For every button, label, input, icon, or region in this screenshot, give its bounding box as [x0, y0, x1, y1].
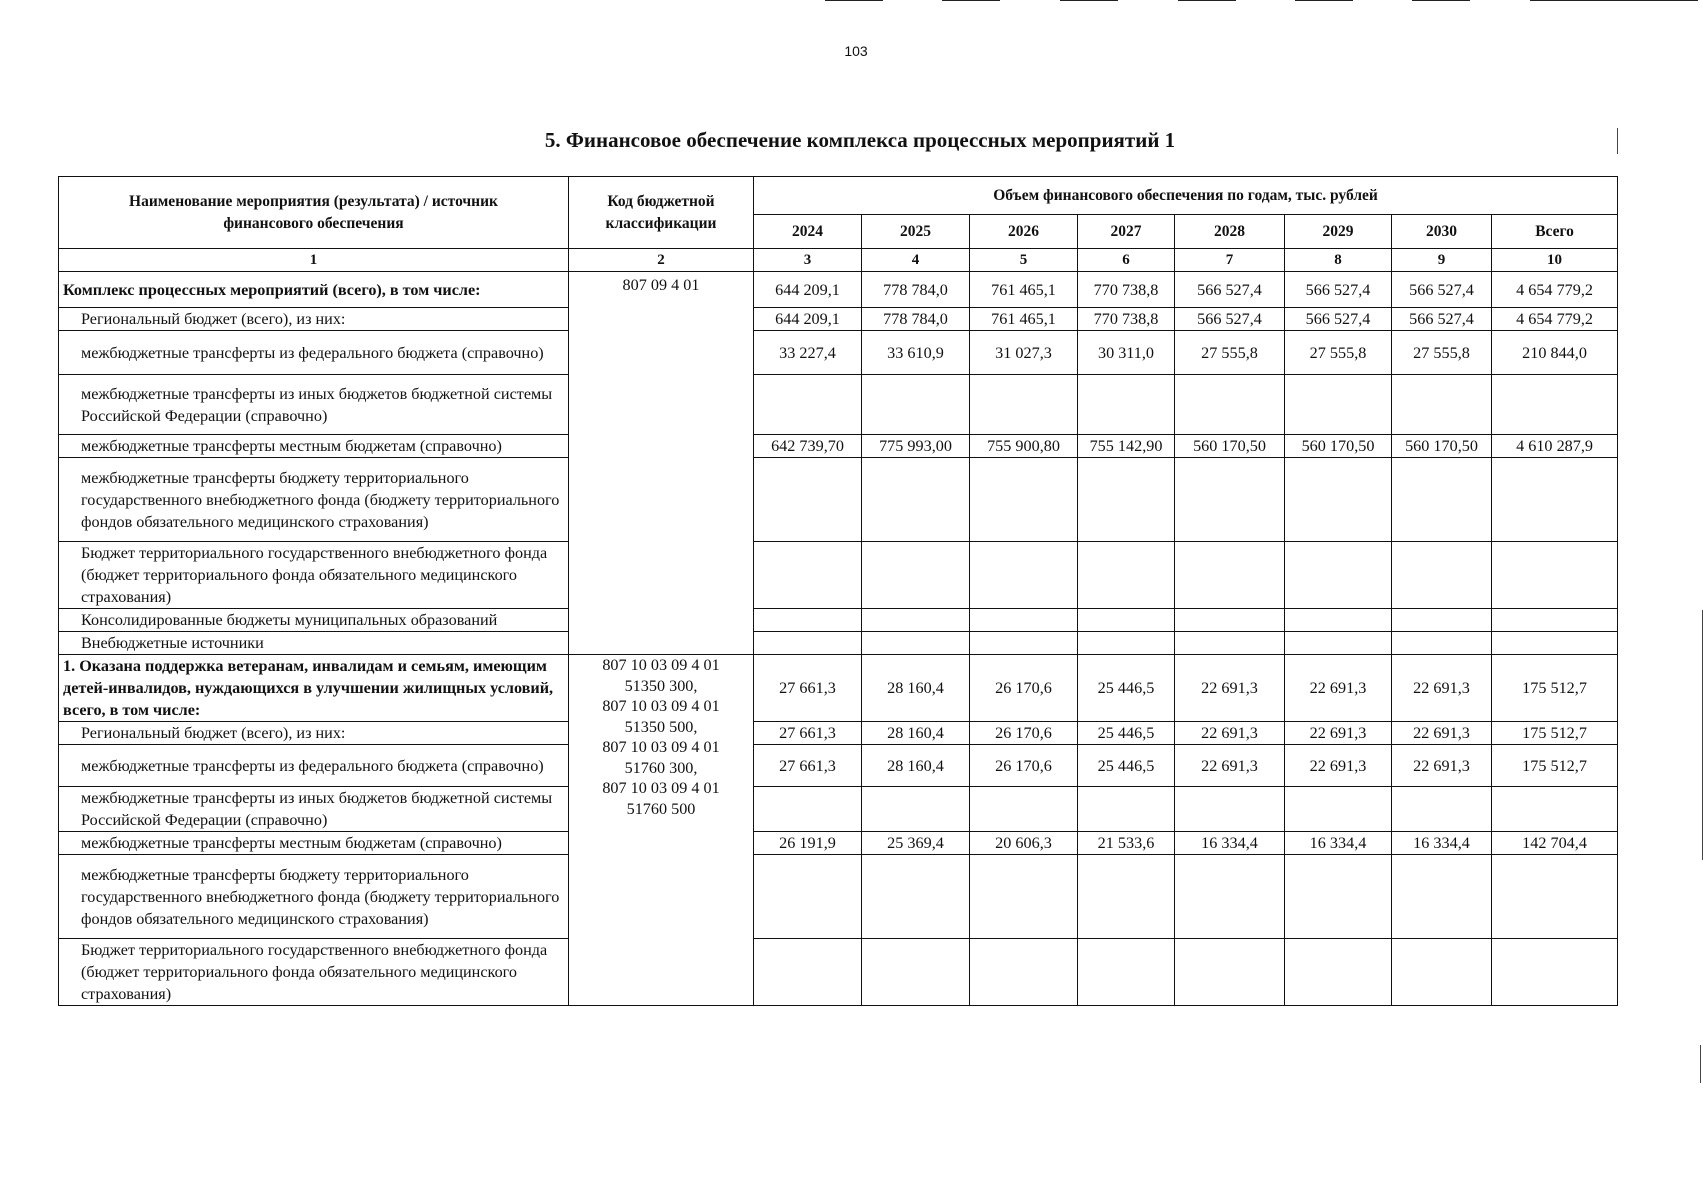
column-number-1: 2: [569, 249, 754, 272]
value-cell: 642 739,70: [754, 435, 862, 458]
value-cell: 175 512,7: [1492, 655, 1618, 722]
value-cell: 31 027,3: [970, 331, 1078, 375]
value-cell: 775 993,00: [862, 435, 970, 458]
value-cell: [1285, 375, 1392, 435]
value-cell: [1175, 375, 1285, 435]
value-cell: [862, 609, 970, 632]
value-cell: 27 555,8: [1285, 331, 1392, 375]
row-name: межбюджетные трансферты бюджету территориального государственного внебюджетного фонда (бюджету территориального фондов обязательного медицинского страхования): [59, 458, 569, 542]
table-row: [59, 331, 1618, 375]
value-cell: 33 610,9: [862, 331, 970, 375]
column-number-0: 1: [59, 249, 569, 272]
value-cell: [970, 787, 1078, 832]
value-cell: [970, 458, 1078, 542]
value-cell: 755 900,80: [970, 435, 1078, 458]
header-name-column: Наименование мероприятия (результата) / источник финансового обеспечения: [59, 177, 569, 249]
value-cell: [1078, 609, 1175, 632]
value-cell: [970, 375, 1078, 435]
value-cell: [1392, 787, 1492, 832]
value-cell: [1492, 542, 1618, 609]
value-cell: [1492, 855, 1618, 939]
value-cell: [1285, 939, 1392, 1006]
value-cell: [754, 632, 862, 655]
value-cell: [1175, 458, 1285, 542]
row-name: 1. Оказана поддержка ветеранам, инвалидам и семьям, имеющим детей-инвалидов, нуждающихся в улучшении жилищных условий, всего, в том числе:: [59, 655, 569, 722]
row-name: межбюджетные трансферты из иных бюджетов бюджетной системы Российской Федерации (справочно): [59, 375, 569, 435]
column-number-4: 5: [970, 249, 1078, 272]
value-cell: [1078, 458, 1175, 542]
table-row: [59, 435, 1618, 458]
value-cell: 25 369,4: [862, 832, 970, 855]
value-cell: [754, 939, 862, 1006]
header-year-0: 2024: [754, 215, 862, 249]
value-cell: 755 142,90: [1078, 435, 1175, 458]
header-year-5: 2029: [1285, 215, 1392, 249]
value-cell: [862, 542, 970, 609]
value-cell: 16 334,4: [1175, 832, 1285, 855]
table-row: [59, 787, 1618, 832]
value-cell: [1175, 855, 1285, 939]
value-cell: 28 160,4: [862, 722, 970, 745]
value-cell: [754, 787, 862, 832]
budget-code: 807 09 4 01: [622, 276, 700, 294]
row-name: Внебюджетные источники: [59, 632, 569, 655]
value-cell: 4 610 287,9: [1492, 435, 1618, 458]
value-cell: [970, 609, 1078, 632]
value-cell: [1078, 542, 1175, 609]
value-cell: 16 334,4: [1285, 832, 1392, 855]
value-cell: 22 691,3: [1392, 745, 1492, 787]
value-cell: [1392, 609, 1492, 632]
value-cell: 21 533,6: [1078, 832, 1175, 855]
value-cell: [1175, 787, 1285, 832]
header-year-7: Всего: [1492, 215, 1618, 249]
budget-code-cell: [569, 655, 754, 1006]
value-cell: 25 446,5: [1078, 745, 1175, 787]
value-cell: [1175, 939, 1285, 1006]
value-cell: [970, 632, 1078, 655]
value-cell: [754, 375, 862, 435]
value-cell: [754, 458, 862, 542]
budget-code-line: 51760 500: [626, 799, 696, 818]
table-row: [59, 375, 1618, 435]
value-cell: 560 170,50: [1175, 435, 1285, 458]
value-cell: [1392, 375, 1492, 435]
column-number-2: 3: [754, 249, 862, 272]
value-cell: 4 654 779,2: [1492, 308, 1618, 331]
value-cell: [970, 542, 1078, 609]
value-cell: 22 691,3: [1175, 745, 1285, 787]
row-name: межбюджетные трансферты из федерального бюджета (справочно): [59, 745, 569, 787]
value-cell: 175 512,7: [1492, 722, 1618, 745]
scan-edge-mark: [1700, 1045, 1701, 1083]
value-cell: [1285, 632, 1392, 655]
header-volume-column: Объем финансового обеспечения по годам, тыс. рублей: [754, 177, 1618, 215]
value-cell: 175 512,7: [1492, 745, 1618, 787]
row-name: межбюджетные трансферты из иных бюджетов бюджетной системы Российской Федерации (справочно): [59, 787, 569, 832]
row-name: Консолидированные бюджеты муниципальных образований: [59, 609, 569, 632]
value-cell: 22 691,3: [1392, 722, 1492, 745]
value-cell: [1392, 632, 1492, 655]
row-name: межбюджетные трансферты местным бюджетам (справочно): [59, 832, 569, 855]
value-cell: 22 691,3: [1285, 745, 1392, 787]
value-cell: 22 691,3: [1285, 655, 1392, 722]
value-cell: [1492, 632, 1618, 655]
value-cell: 25 446,5: [1078, 722, 1175, 745]
budget-code-line: 51350 300,: [624, 676, 698, 695]
value-cell: [1078, 787, 1175, 832]
value-cell: 33 227,4: [754, 331, 862, 375]
column-number-3: 4: [862, 249, 970, 272]
value-cell: 566 527,4: [1175, 308, 1285, 331]
table-row: [59, 458, 1618, 542]
column-number-7: 8: [1285, 249, 1392, 272]
value-cell: 20 606,3: [970, 832, 1078, 855]
value-cell: [1175, 632, 1285, 655]
header-year-6: 2030: [1392, 215, 1492, 249]
table-row: [59, 855, 1618, 939]
value-cell: [1175, 609, 1285, 632]
row-name: Бюджет территориального государственного внебюджетного фонда (бюджет территориального фонда обязательного медицинского страхования): [59, 939, 569, 1006]
row-name: Комплекс процессных мероприятий (всего), в том числе:: [59, 272, 569, 308]
value-cell: 22 691,3: [1175, 722, 1285, 745]
value-cell: [754, 542, 862, 609]
table-row: [59, 655, 1618, 722]
row-name: межбюджетные трансферты местным бюджетам (справочно): [59, 435, 569, 458]
value-cell: [862, 855, 970, 939]
value-cell: 770 738,8: [1078, 308, 1175, 331]
financing-table: [58, 176, 1618, 1006]
value-cell: 28 160,4: [862, 655, 970, 722]
value-cell: 778 784,0: [862, 308, 970, 331]
header-year-4: 2028: [1175, 215, 1285, 249]
table-row: [59, 542, 1618, 609]
value-cell: [862, 375, 970, 435]
value-cell: 560 170,50: [1285, 435, 1392, 458]
column-number-8: 9: [1392, 249, 1492, 272]
value-cell: [1078, 632, 1175, 655]
value-cell: [862, 939, 970, 1006]
value-cell: 761 465,1: [970, 308, 1078, 331]
value-cell: 644 209,1: [754, 308, 862, 331]
header-year-2: 2026: [970, 215, 1078, 249]
budget-code-line: 807 10 03 09 4 01: [602, 656, 720, 674]
row-name: Региональный бюджет (всего), из них:: [59, 308, 569, 331]
value-cell: [1285, 458, 1392, 542]
value-cell: [1392, 855, 1492, 939]
value-cell: [1285, 787, 1392, 832]
budget-code-line: 807 10 03 09 4 01: [602, 779, 720, 797]
value-cell: 25 446,5: [1078, 655, 1175, 722]
value-cell: [754, 609, 862, 632]
value-cell: 778 784,0: [862, 272, 970, 308]
value-cell: 26 170,6: [970, 655, 1078, 722]
table-row: [59, 272, 1618, 308]
table-row: [59, 308, 1618, 331]
row-name: межбюджетные трансферты бюджету территориального государственного внебюджетного фонда (бюджету территориального фондов обязательного медицинского страхования): [59, 855, 569, 939]
value-cell: 566 527,4: [1175, 272, 1285, 308]
value-cell: 566 527,4: [1392, 272, 1492, 308]
value-cell: 27 555,8: [1175, 331, 1285, 375]
value-cell: 22 691,3: [1392, 655, 1492, 722]
table-row: [59, 722, 1618, 745]
budget-code-line: 51760 300,: [624, 758, 698, 777]
value-cell: 22 691,3: [1175, 655, 1285, 722]
value-cell: [1492, 609, 1618, 632]
value-cell: 566 527,4: [1392, 308, 1492, 331]
header-year-3: 2027: [1078, 215, 1175, 249]
value-cell: 27 661,3: [754, 722, 862, 745]
value-cell: [862, 458, 970, 542]
value-cell: [970, 855, 1078, 939]
value-cell: [1492, 375, 1618, 435]
value-cell: [1285, 542, 1392, 609]
value-cell: 30 311,0: [1078, 331, 1175, 375]
value-cell: 27 661,3: [754, 745, 862, 787]
header-code-column: Код бюджетной классификации: [569, 177, 754, 249]
value-cell: 26 170,6: [970, 722, 1078, 745]
budget-code-line: 807 10 03 09 4 01: [602, 697, 720, 715]
table-row: [59, 632, 1618, 655]
value-cell: [1392, 542, 1492, 609]
value-cell: [970, 939, 1078, 1006]
budget-code-cell: [569, 272, 754, 655]
header-year-1: 2025: [862, 215, 970, 249]
value-cell: 22 691,3: [1285, 722, 1392, 745]
value-cell: 26 191,9: [754, 832, 862, 855]
column-number-6: 7: [1175, 249, 1285, 272]
row-name: межбюджетные трансферты из федерального бюджета (справочно): [59, 331, 569, 375]
value-cell: [1492, 458, 1618, 542]
value-cell: 16 334,4: [1392, 832, 1492, 855]
budget-code-line: 807 10 03 09 4 01: [602, 738, 720, 756]
value-cell: [1078, 375, 1175, 435]
value-cell: 566 527,4: [1285, 272, 1392, 308]
value-cell: [1492, 787, 1618, 832]
value-cell: [862, 632, 970, 655]
value-cell: [1285, 855, 1392, 939]
value-cell: [1078, 939, 1175, 1006]
table-row: [59, 745, 1618, 787]
value-cell: 644 209,1: [754, 272, 862, 308]
table-row: [59, 939, 1618, 1006]
value-cell: 761 465,1: [970, 272, 1078, 308]
value-cell: 566 527,4: [1285, 308, 1392, 331]
column-number-9: 10: [1492, 249, 1618, 272]
table-row: [59, 609, 1618, 632]
value-cell: 4 654 779,2: [1492, 272, 1618, 308]
value-cell: 28 160,4: [862, 745, 970, 787]
value-cell: 27 661,3: [754, 655, 862, 722]
value-cell: [1175, 542, 1285, 609]
value-cell: 560 170,50: [1392, 435, 1492, 458]
value-cell: [1392, 458, 1492, 542]
row-name: Региональный бюджет (всего), из них:: [59, 722, 569, 745]
value-cell: [1392, 939, 1492, 1006]
scan-edge-mark: [1617, 128, 1618, 154]
value-cell: 142 704,4: [1492, 832, 1618, 855]
value-cell: 26 170,6: [970, 745, 1078, 787]
page-title: 5. Финансовое обеспечение комплекса процессных мероприятий 1: [544, 128, 1176, 152]
value-cell: [1285, 609, 1392, 632]
value-cell: 27 555,8: [1392, 331, 1492, 375]
table-row: [59, 832, 1618, 855]
value-cell: [862, 787, 970, 832]
value-cell: [1078, 855, 1175, 939]
top-scan-rules: [820, 0, 1703, 3]
value-cell: [754, 855, 862, 939]
value-cell: [1492, 939, 1618, 1006]
row-name: Бюджет территориального государственного внебюджетного фонда (бюджет территориального фонда обязательного медицинского страхования): [59, 542, 569, 609]
budget-code-line: 51350 500,: [624, 717, 698, 736]
value-cell: 770 738,8: [1078, 272, 1175, 308]
value-cell: 210 844,0: [1492, 331, 1618, 375]
column-number-5: 6: [1078, 249, 1175, 272]
page-number: 103: [844, 43, 868, 59]
